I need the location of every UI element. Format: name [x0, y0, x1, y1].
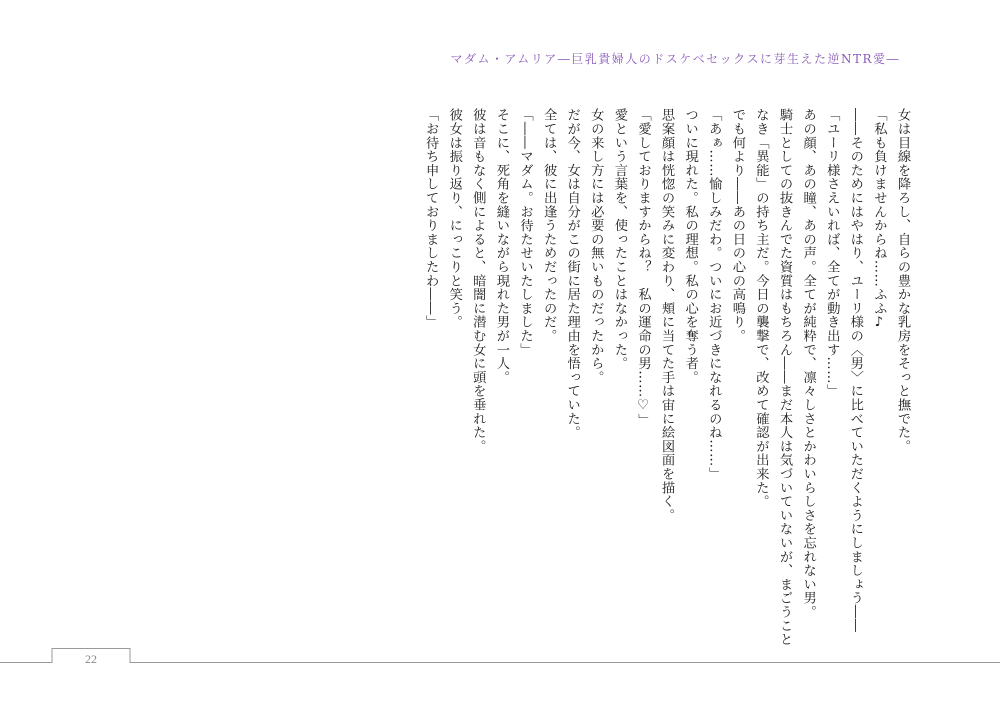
text-line: ついに現れた。私の理想。私の心を奪う者。 — [682, 108, 698, 384]
text-line: 「――マダム。お待たせいたしました」 — [517, 108, 533, 357]
text-line: あの顔、あの瞳、あの声。全てが純粋で、凛々しさとかわいらしさを忘れない男。 — [800, 108, 816, 619]
text-line: ――そのためにはやはり、ユーリ様の〈男〉に比べていただくようにしましょう―― — [847, 108, 863, 633]
text-line: 「私も負けませんからね……ふふ♪ — [871, 108, 887, 331]
text-line: 全ては、彼に出逢うためだったのだ。 — [541, 108, 557, 343]
text-line: なき「異能」の持ち主だ。今日の襲撃で、改めて確認が出来た。 — [753, 108, 769, 509]
text-line: 彼女は振り返り、にっこりと笑う。 — [446, 108, 462, 329]
page-number: 22 — [85, 652, 97, 666]
text-line: 思案顔は恍惚の笑みに変わり、頬に当てた手は宙に絵図面を描く。 — [659, 108, 675, 522]
text-line: 騎士としての抜きんでた資質はもちろん――まだ本人は気づいていないが、まごうこと — [777, 108, 793, 647]
text-line: でも何より――あの日の心の高鳴り。 — [729, 108, 745, 343]
text-line: 「お待ち申しておりましたわ――」 — [423, 108, 439, 329]
text-line: 彼は音もなく側によると、暗闇に潜む女に頭を垂れた。 — [470, 108, 486, 453]
text-line: 女の来し方には必要の無いものだったから。 — [588, 108, 604, 384]
body-text — [419, 108, 914, 668]
text-line: そこに、死角を縫いながら現れた男が一人。 — [493, 108, 509, 384]
running-header: マダム・アムリア―巨乳貴婦人のドスケベセックスに芽生えた逆NTR愛― — [450, 52, 900, 66]
text-line: 愛という言葉を、使ったことはなかった。 — [611, 108, 627, 371]
text-line: だが今、女は自分がこの街に居た理由を悟っていた。 — [564, 108, 580, 440]
text-line: 女は目線を降ろし、自らの豊かな乳房をそっと撫でた。 — [895, 108, 910, 453]
text-line: 「愛しておりますからね？ 私の運命の男……♡」 — [635, 108, 651, 428]
text-line: 「ユーリ様さえいれば、全てが動き出す……」 — [824, 108, 840, 398]
text-line: 「あぁ……愉しみだわ。ついにお近づきになれるのね……」 — [706, 108, 722, 481]
